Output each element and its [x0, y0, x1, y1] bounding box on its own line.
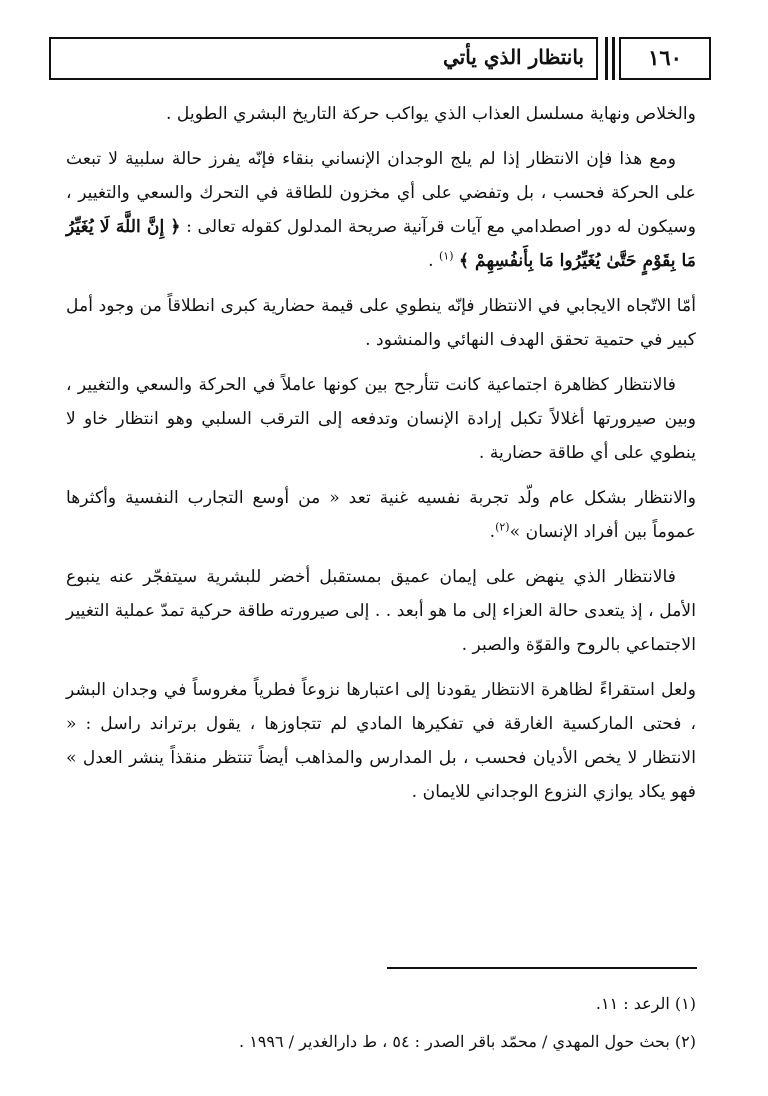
header-title-box [49, 37, 598, 80]
paragraph: فالانتظار الذي ينهض على إيمان عميق بمستقبل أخضر للبشرية سيتفجّر عنه ينبوع الأمل ، إذ يتعدى حالة العزاء إلى ما هو أبعد . . إلى صيرورته طاقة حركية تمدّ عملية التغيير الاجتماعي بالروح والقوّة والصبر . [66, 567, 696, 655]
paragraph: فالانتظار كظاهرة اجتماعية كانت تتأرجح بين كونها عاملاً في الحركة والسعي والتغيير ، وبين صيرورتها أغلالاً تكبل إرادة الإنسان وتدفعه إلى الترقب السلبي وهو انتظار خاو لا ينطوي على أي طاقة حضارية . [66, 375, 696, 463]
footnote-divider [387, 967, 697, 969]
page-number-box [619, 37, 711, 80]
paragraph: والانتظار بشكل عام ولّد تجربة نفسيه غنية تعد « من أوسع التجارب النفسية وأكثرها عموماً بين أفراد الإنسان »$^{(٢)}$. [66, 488, 696, 542]
book-title: بانتظار الذي يأتي [442, 45, 584, 69]
page-number: ١٦٠ [648, 45, 682, 70]
footnote-marker[interactable]: (٢) [495, 520, 510, 534]
header-divider [605, 37, 608, 80]
header-divider [612, 37, 615, 80]
paragraph: ومع هذا فإن الانتظار إذا لم يلج الوجدان الإنساني بنقاء فإنّه يفرز حالة سلبية لا تبعث على الحركة فحسب ، بل وتفضي على أي مخزون للطاقة في التحرك والسعي والتغيير ، وسيكون له دور اصطدامي مع آيات قرآنية صريحة المدلول كقوله تعالى : ﴿ إِنَّ اللَّهَ لَا يُغَيِّرُ مَا بِقَوْمٍ حَتَّىٰ يُغَيِّرُوا مَا بِأَنفُسِهِمْ ﴾ $^{(١)}$ . [66, 149, 696, 271]
footnote-marker[interactable]: (١) [439, 249, 454, 263]
quran-verse: ﴿ إِنَّ اللَّهَ لَا يُغَيِّرُ مَا بِقَوْمٍ حَتَّىٰ يُغَيِّرُوا مَا بِأَنفُسِهِمْ ﴾ [66, 217, 696, 271]
paragraph: أمّا الاتّجاه الايجابي في الانتظار فإنّه ينطوي على قيمة حضارية كبرى انطلاقاً من وجود أمل كبير في حتمية تحقق الهدف النهائي والمنشود . [66, 296, 696, 350]
footnote: (١) الرعد : ١١. [595, 994, 696, 1013]
footnote: (٢) بحث حول المهدي / محمّد باقر الصدر : ٥٤ ، ط دارالغدير / ١٩٩٦ . [239, 1032, 696, 1051]
page-header [49, 37, 711, 84]
paragraph: والخلاص ونهاية مسلسل العذاب الذي يواكب حركة التاريخ البشري الطويل . [165, 104, 696, 124]
paragraph: ولعل استقراءً لظاهرة الانتظار يقودنا إلى اعتبارها نزوعاً فطرياً مغروساً في وجدان البشر ، فحتى الماركسية الغارقة في تفكيرها المادي لم تتجاوزها ، يقول برتراند راسل : « الانتظار لا يخص الأديان فحسب ، بل المدارس والمذاهب أيضاً تنتظر منقذاً ينشر العدل » فهو يكاد يوازي النزوع الوجداني للايمان . [66, 680, 696, 802]
footnotes [66, 985, 696, 1061]
body-text [66, 97, 696, 820]
